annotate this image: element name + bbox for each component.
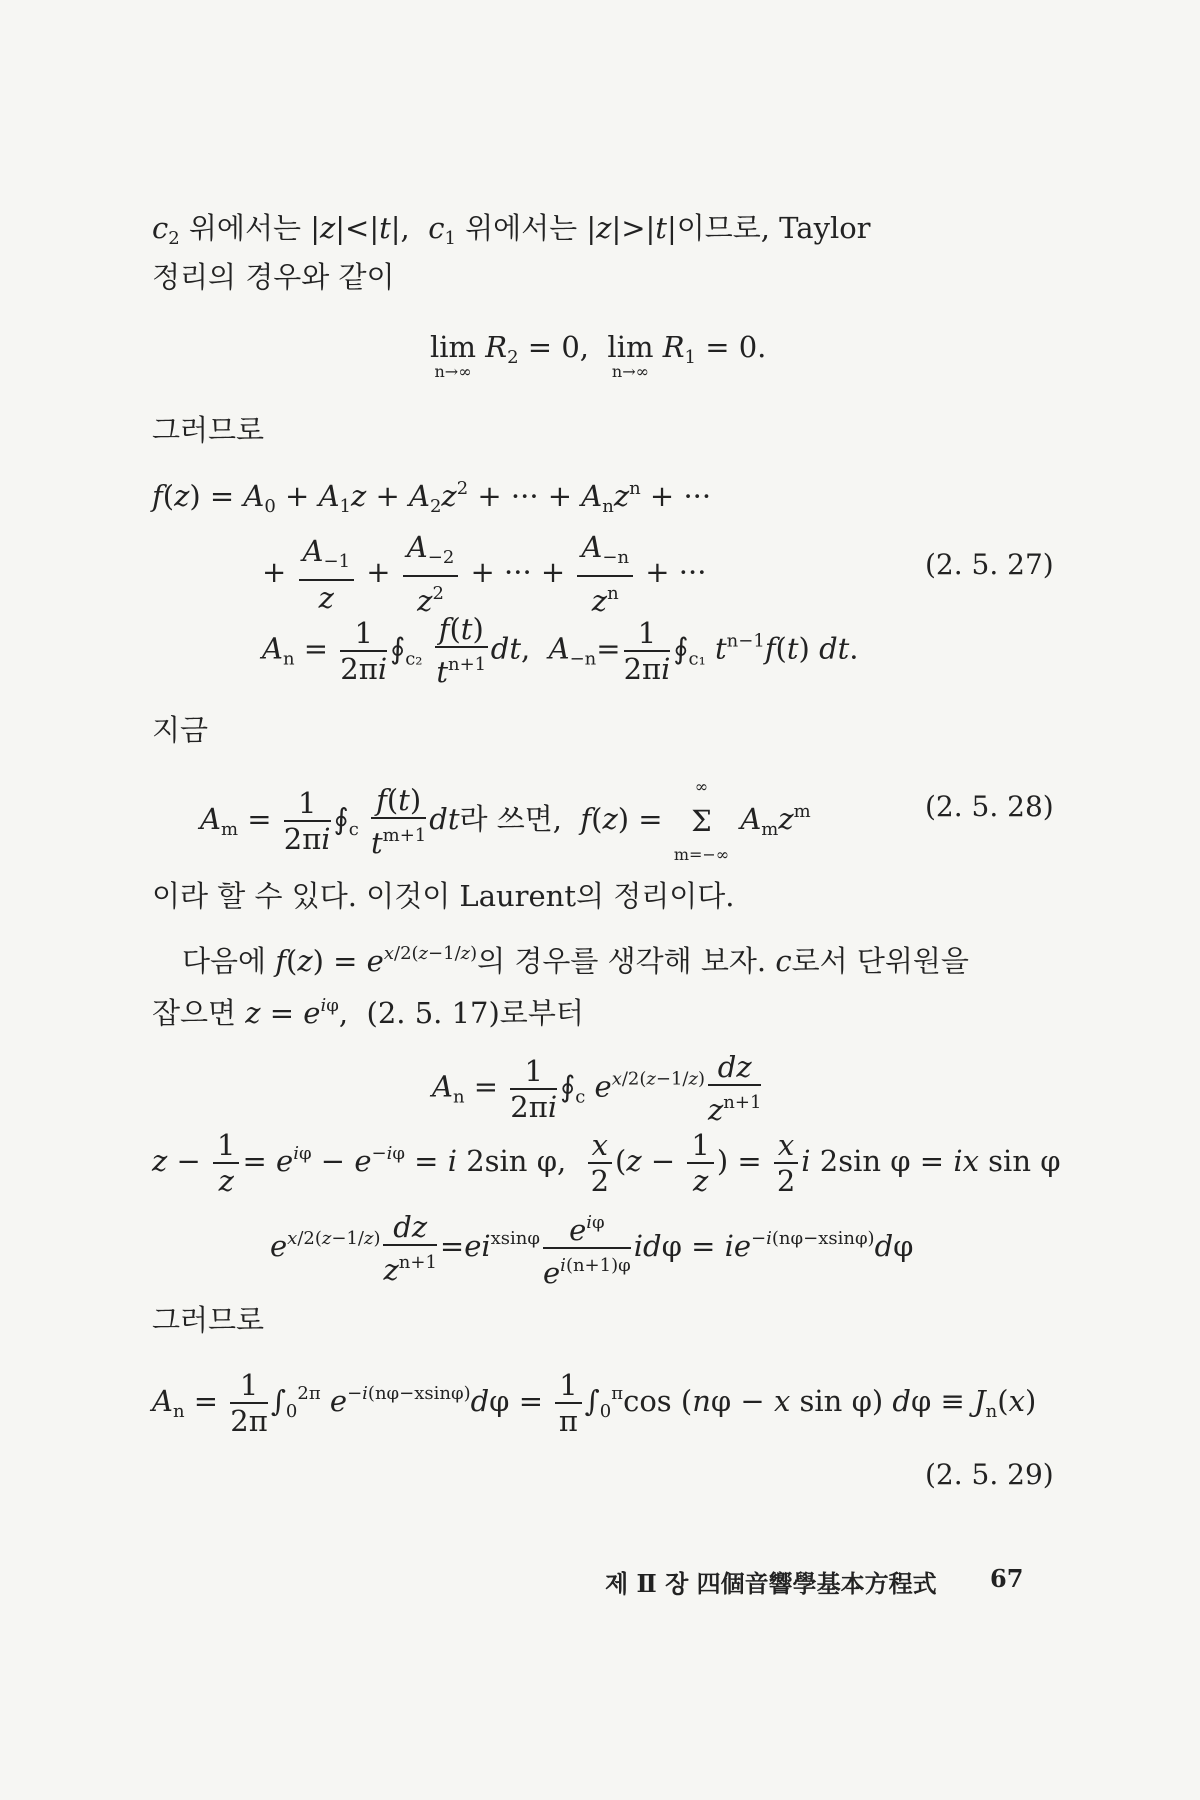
z-substitution-equation: z − $\frac{1}{z}$ = $e^{i\varphi} - e^{-i\varphi} = i$ 2sin φ, $\frac{x}{2}$ (z − $\frac{1}{z}$ ) = $\frac{x}{2}$ i 2sin φ = ix sin φ [152,1128,1061,1198]
therefore-heading-1: 그러므로 [152,413,265,447]
running-footer-chapter: 제 Ⅱ 장 四個音響學基本方程式 [605,1569,937,1598]
intro-line-1: $c_2$ 위에서는 |z|<|t|, $c_1$ 위에서는 |z|>|t|이므로, Taylor [152,211,871,249]
intro-line-2: 정리의 경우와 같이 [152,260,395,294]
series-line-2: + $\frac{A_{-1}}{z}$ + $\frac{A_{-2}}{z^2}$ + ··· + $\frac{A_{-n}}{z^n}$ + ··· [262,530,707,618]
equation-number-29: (2. 5. 29) [925,1458,1054,1491]
series-line-1: $f(z) = A_0 + A_1z + A_2z^2$ + ··· + $A_nz^n$ + ··· [152,478,712,517]
therefore-heading-2: 그러므로 [152,1303,265,1337]
exponential-integrand-equation: $e^{x/2(z-1/z)}$ $\frac{dz}{z^{n+1}}$ $=ei^{xsin\varphi}$ $\frac{e^{i\varphi}}{e^{i(n+1)\varphi}}$ $id\varphi = ie^{-i(n\varphi-xsin\varphi)}d\varphi$ [270,1206,913,1290]
bessel-coefficient-integral: $A_n$ = $\frac{1}{2\pi i}$ $∮_c$ $e^{x/2(z-1/z)}$ $\frac{dz}{z^{n+1}}$ [432,1050,762,1127]
next-case-line-2: 잡으면 $z = e^{i\varphi}$, (2. 5. 17)로부터 [152,995,584,1030]
equation-number-27: (2. 5. 27) [925,548,1054,581]
page-number: 67 [990,1564,1024,1593]
next-case-line-1: 다음에 $f(z) = e^{x/2(z-1/z)}$의 경우를 생각해 보자. c로서 단위원을 [182,943,969,978]
laurent-coefficient-equation: $A_m$ = $\frac{1}{2\pi i}$ $∮_c$ $\frac{f(t)}{t^{m+1}}$ dt라 쓰면, f(z) = ∞ Σ m=−∞ $A_mz^m$ [200,777,811,864]
now-heading: 지금 [152,713,209,747]
coefficient-definitions: $A_n$ = $\frac{1}{2\pi i}$ $∮_{c_2}$ $\frac{f(t)}{t^{n+1}}$ dt, $A_{-n}=$ $\frac{1}{2\pi i}$ $∮_{c_1}$ $t^{n-1}f(t)$ dt. [262,612,859,689]
laurent-statement: 이라 할 수 있다. 이것이 Laurent의 정리이다. [152,879,735,913]
limits-equation: lim n→∞ $R_2 = 0$, lim n→∞ $R_1 = 0$. [430,330,767,381]
bessel-function-result: $A_n$ = $\frac{1}{2\pi}$ $\int_0^{2\pi}$ $e^{-i(n\varphi-xsin\varphi)}d\varphi$ = $\frac{1}{\pi}$ $\int_0^\pi\cos$ (nφ − x sin φ) $d\varphi \equiv J_n(x)$ [152,1368,1037,1438]
equation-number-28: (2. 5. 28) [925,790,1054,823]
